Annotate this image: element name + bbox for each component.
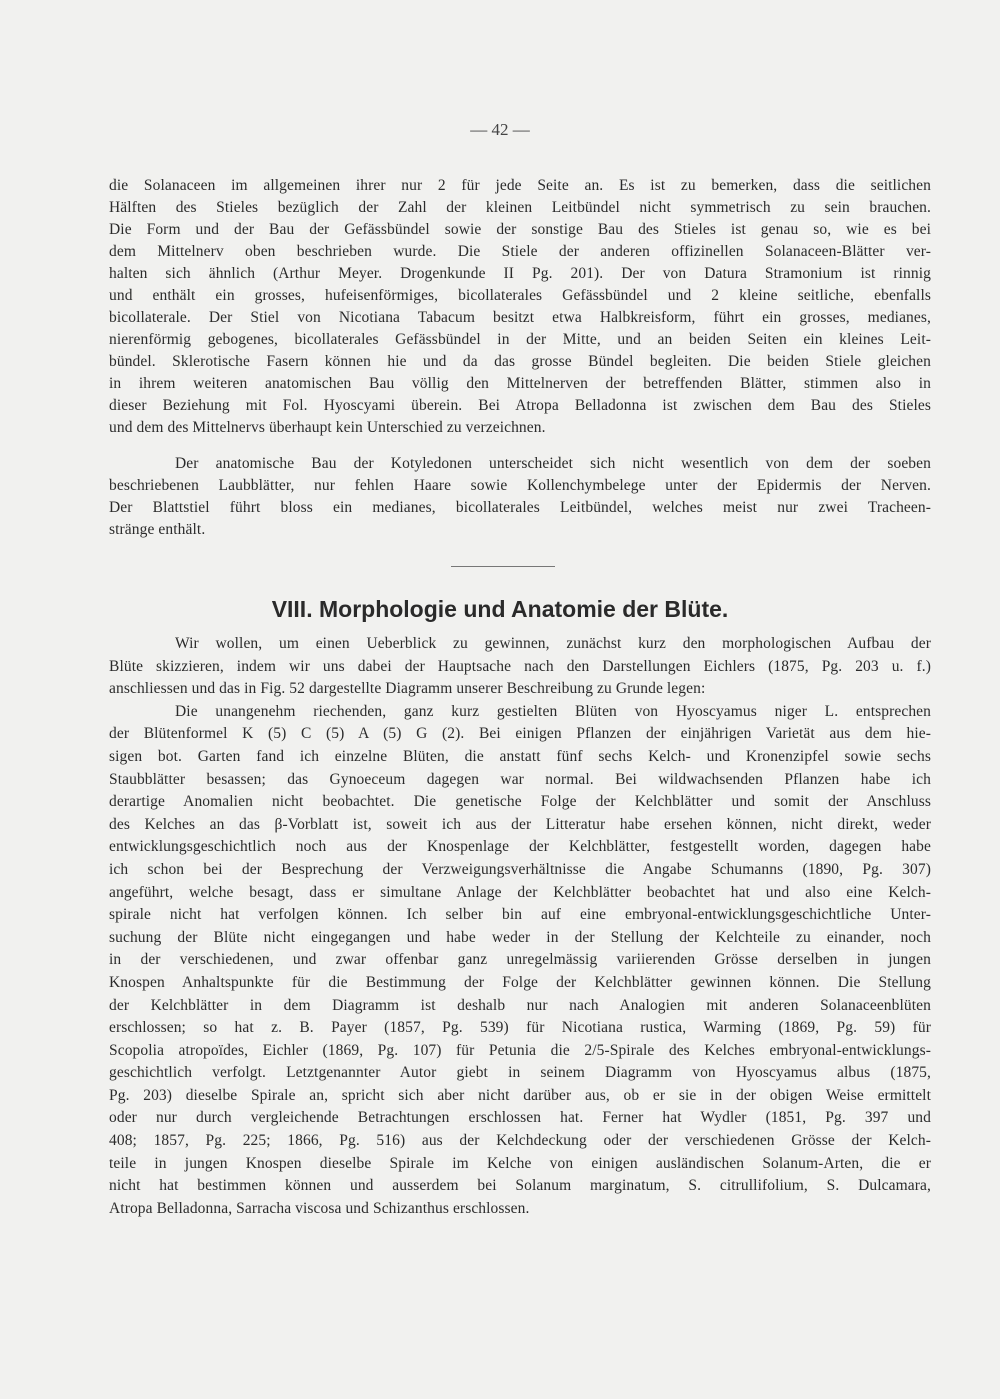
text-line: erschlossen; so hat z. B. Payer (1857, Pg. 539) für Nicotiana rustica, Warming (1869, Pg. 59) für xyxy=(109,1019,931,1037)
text-line: halten sich ähnlich (Arthur Meyer. Drogenkunde II Pg. 201). Der von Datura Stramonium ist rinnig xyxy=(109,265,931,282)
text-line: Die Form und der Bau der Gefässbündel sowie der sonstige Bau des Stieles ist genau so, wie es bei xyxy=(109,221,931,238)
paragraph-intro xyxy=(109,633,931,701)
text-line: 408; 1857, Pg. 225; 1866, Pg. 516) aus der Kelchdeckung oder der verschiedenen Grösse der Kelch- xyxy=(109,1132,931,1150)
paragraph-cotyledons xyxy=(109,453,931,541)
text-line: derartige Anomalien nicht beobachtet. Die genetische Folge der Kelchblätter und somit der Anschluss xyxy=(109,793,931,811)
text-line: Wir wollen, um einen Ueberblick zu gewinnen, zunächst kurz den morphologischen Aufbau der xyxy=(175,635,931,652)
text-line: oder nur durch vergleichende Betrachtungen erschlossen hat. Ferner hat Wydler (1851, Pg. 397 und xyxy=(109,1109,931,1127)
text-line: des Kelches an das β-Vorblatt ist, soweit ich aus der Litteratur habe ersehen können, nicht direkt, weder xyxy=(109,815,931,833)
text-line: der Blütenformel K (5) C (5) A (5) G (2). Bei einigen Pflanzen der einjährigen Varietät aus dem hie- xyxy=(109,725,931,743)
paragraph-flower-formula xyxy=(109,701,931,1221)
text-line: suchung der Blüte nicht eingegangen und habe weder in der Stellung der Kelchteile zu einander, noch xyxy=(109,928,931,946)
text-line: anschliessen und das in Fig. 52 dargestellte Diagramm unserer Beschreibung zu Grunde legen: xyxy=(109,680,706,698)
body-text-top xyxy=(109,175,931,439)
text-line: Blüte skizzieren, indem wir uns dabei der Hauptsache nach den Darstellungen Eichlers (1875, Pg. 203 u. f.) xyxy=(109,657,931,675)
text-line: in der verschiedenen, und zwar offenbar ganz unregelmässig variierenden Grösse derselben in jungen xyxy=(109,951,931,969)
text-line: Pg. 203) dieselbe Spirale an, spricht sich aber nicht darüber aus, ob er sie in der obigen Weise ermittelt xyxy=(109,1086,931,1104)
text-line: Der Blattstiel führt bloss ein medianes, bicollaterales Leitbündel, welches meist nur zwei Tracheen- xyxy=(109,499,931,516)
text-line: der Kelchblätter in dem Diagramm ist deshalb nur nach Analogien mit anderen Solanaceenblüten xyxy=(109,996,931,1014)
text-line: nierenförmig gebogenes, bicollaterales Gefässbündel in der Mitte, und an beiden Seiten ein kleines Leit- xyxy=(109,331,931,348)
text-line: Der anatomische Bau der Kotyledonen unterscheidet sich nicht wesentlich von dem der soeben xyxy=(175,455,931,472)
text-line: spirale nicht hat verfolgen können. Ich selber bin auf eine embryonal-entwicklungsgeschichtliche Unter- xyxy=(109,906,931,924)
text-line: Die unangenehm riechenden, ganz kurz gestielten Blüten von Hyoscyamus niger L. entsprechen xyxy=(175,702,931,720)
text-line: bicollaterale. Der Stiel von Nicotiana Tabacum besitzt etwa Halbkreisform, führt ein grosses, medianes, xyxy=(109,309,931,326)
page-number: — 42 — xyxy=(470,120,530,139)
paragraph-petiole xyxy=(109,175,931,439)
text-line: und dem des Mittelnervs überhaupt kein Unterschied zu verzeichnen. xyxy=(109,419,546,436)
text-line: nicht hat bestimmen können und ausserdem bei Solanum marginatum, S. citrullifolium, S. Dulcamara, xyxy=(109,1177,931,1195)
text-line: Atropa Belladonna, Sarracha viscosa und Schizanthus erschlossen. xyxy=(109,1199,530,1217)
body-text-flower xyxy=(109,633,931,1220)
text-line: die Solanaceen im allgemeinen ihrer nur 2 für jede Seite an. Es ist zu bemerken, dass die seitlichen xyxy=(109,177,931,194)
text-line: teile in jungen Knospen dieselbe Spirale im Kelche von einigen ausländischen Solanum-Arten, die er xyxy=(109,1154,931,1172)
text-line: entwicklungsgeschichtlich noch aus der Knospenlage der Kelchblätter, festgestellt worden, dagegen habe xyxy=(109,838,931,856)
section-divider xyxy=(451,566,555,567)
text-line: stränge enthält. xyxy=(109,521,206,538)
text-line: bündel. Sklerotische Fasern können hie und da das grosse Bündel begleiten. Die beiden Stiele gleichen xyxy=(109,353,931,370)
text-line: dem Mittelnerv oben beschrieben wurde. Die Stiele der anderen offizinellen Solanaceen-Blätter ver- xyxy=(109,243,931,260)
text-line: in ihrem weiteren anatomischen Bau völlig den Mittelnerven der betreffenden Blätter, stimmen also in xyxy=(109,375,931,392)
text-line: Knospen Anhaltspunkte für die Bestimmung der Folge der Kelchblätter gewinnen können. Die Stellung xyxy=(109,973,931,991)
text-line: angeführt, welche besagt, dass er simultane Anlage der Kelchblätter beobachtet hat und also eine Kelch- xyxy=(109,883,931,901)
text-line: und enthält ein grosses, hufeisenförmiges, bicollaterales Gefässbündel und 2 kleine seitliche, ebenfalls xyxy=(109,287,931,304)
text-line: Scopolia atropoïdes, Eichler (1869, Pg. 107) für Petunia die 2/5-Spirale des Kelches embryonal-entwicklungs- xyxy=(109,1041,931,1059)
text-line: Staubblätter besassen; das Gynoeceum dagegen war normal. Bei wildwachsenden Pflanzen habe ich xyxy=(109,770,931,788)
section-heading: VIII. Morphologie und Anatomie der Blüte. xyxy=(271,596,729,622)
text-line: sigen bot. Garten fand ich einzelne Blüten, die anstatt fünf sechs Kelch- und Kronenzipfel sowie sechs xyxy=(109,747,931,765)
text-line: beschriebenen Laubblätter, nur fehlen Haare sowie Kollenchymbelege unter der Epidermis der Nerven. xyxy=(109,477,931,494)
text-line: Hälften des Stieles bezüglich der Zahl der kleinen Leitbündel nicht symmetrisch zu sein brauchen. xyxy=(109,199,931,216)
text-line: dieser Beziehung mit Fol. Hyoscyami überein. Bei Atropa Belladonna ist zwischen dem Bau des Stieles xyxy=(109,397,931,414)
body-text-cotyledons xyxy=(109,453,931,541)
text-line: ich schon bei der Besprechung der Verzweigungsverhältnisse die Angabe Schumanns (1890, Pg. 307) xyxy=(109,860,931,878)
text-line: geschichtlich verfolgt. Letztgenannter Autor giebt in seinem Diagramm von Hyoscyamus albus (1875, xyxy=(109,1064,931,1082)
